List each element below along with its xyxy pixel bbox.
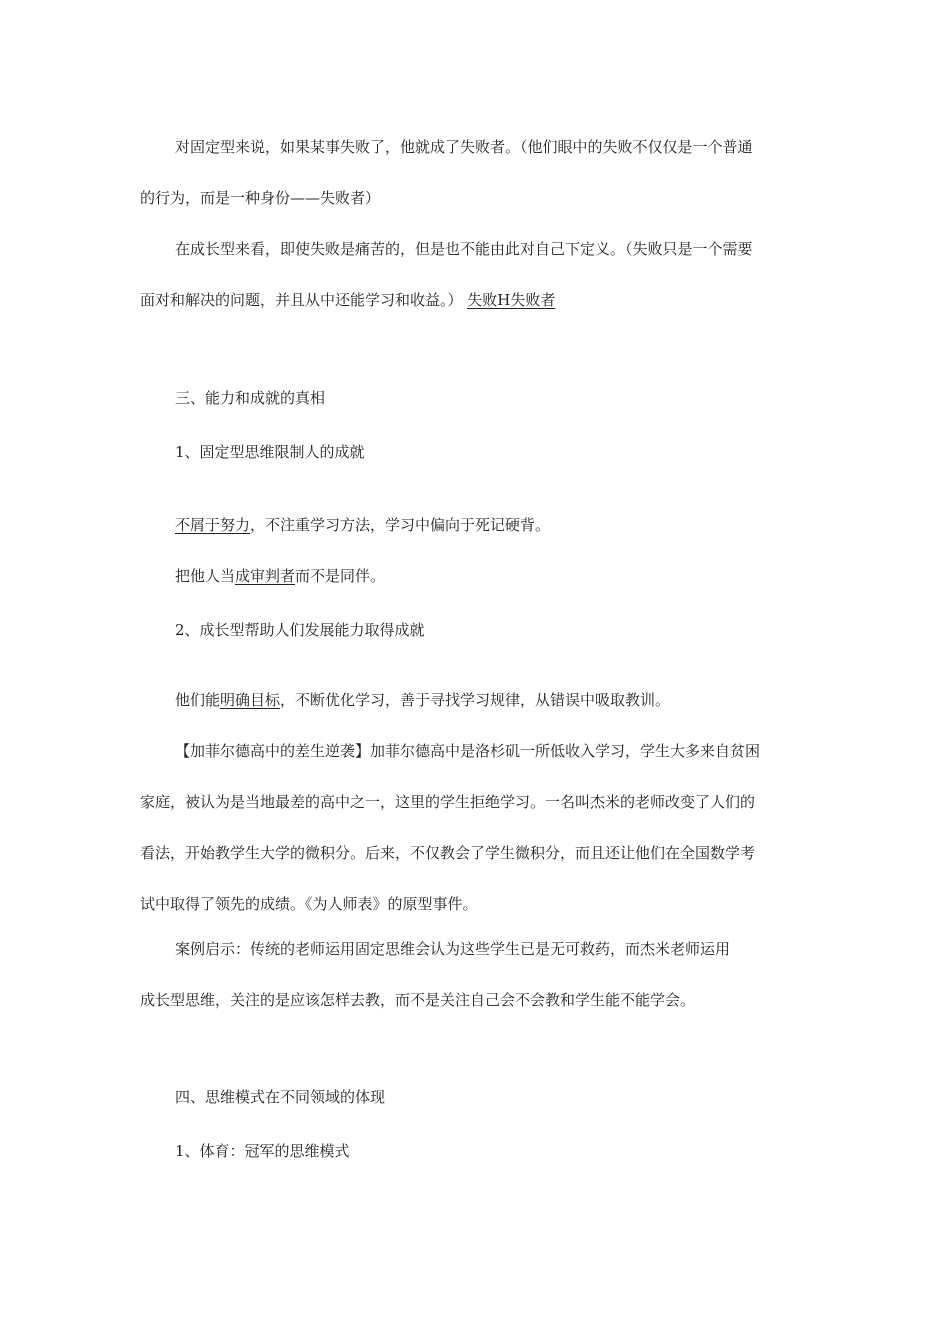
section-heading-4: 四、思维模式在不同领域的体现 (175, 1088, 386, 1106)
subheading-3-2: 2、成长型帮助人们发展能力取得成就 (175, 621, 425, 639)
underlined-phrase: 失败H失败者 (467, 291, 556, 309)
case-study-line2: 家庭，被认为是当地最差的高中之一，这里的学生拒绝学习。一名叫杰米的老师改变了人们的 (140, 793, 756, 811)
list-item-text: 把他人当 (175, 567, 236, 585)
list-item-text: ，不注重学习方法，学习中偏向于死记硬背。 (250, 516, 551, 534)
case-study-line1: 【加菲尔德高中的差生逆袭】加菲尔德高中是洛杉矶一所低收入学习，学生大多来自贫困 (175, 742, 761, 760)
underlined-phrase: 明确目标 (220, 691, 281, 709)
underlined-phrase: 不屑于努力 (175, 516, 251, 534)
case-study-line3: 看法，开始教学生大学的微积分。后来，不仅教会了学生微积分，而且还让他们在全国数学考 (140, 844, 756, 862)
paragraph-fixed-mindset-line2: 的行为，而是一种身份——失败者） (140, 189, 381, 207)
case-study-line4: 试中取得了领先的成绩。《为人师表》的原型事件。 (140, 895, 478, 913)
paragraph-text: 面对和解决的问题，并且从中还能学习和收益。） (140, 291, 463, 309)
case-insight-line2: 成长型思维，关注的是应该怎样去教，而不是关注自己会不会教和学生能不能学会。 (140, 991, 696, 1009)
paragraph-fixed-mindset-line1: 对固定型来说，如果某事失败了，他就成了失败者。（他们眼中的失败不仅仅是一个普通 (175, 138, 753, 156)
subheading-3-1: 1、固定型思维限制人的成就 (175, 443, 365, 461)
paragraph-growth-mindset-line2 (140, 290, 555, 310)
case-insight-line1: 案例启示：传统的老师运用固定思维会认为这些学生已是无可救药，而杰米老师运用 (175, 940, 731, 958)
section-heading-3: 三、能力和成就的真相 (175, 389, 326, 407)
underlined-phrase: 成审判者 (235, 567, 296, 585)
list-item-3 (175, 690, 670, 710)
list-item-text: 他们能 (175, 691, 221, 709)
list-item-1 (175, 515, 550, 535)
list-item-text: ，不断优化学习，善于寻找学习规律，从错误中吸取教训。 (280, 691, 671, 709)
subheading-4-1: 1、体育：冠军的思维模式 (175, 1142, 350, 1160)
paragraph-growth-mindset-line1: 在成长型来看，即使失败是痛苦的，但是也不能由此对自己下定义。（失败只是一个需要 (175, 240, 753, 258)
list-item-text: 而不是同伴。 (295, 567, 386, 585)
list-item-2 (175, 566, 385, 586)
